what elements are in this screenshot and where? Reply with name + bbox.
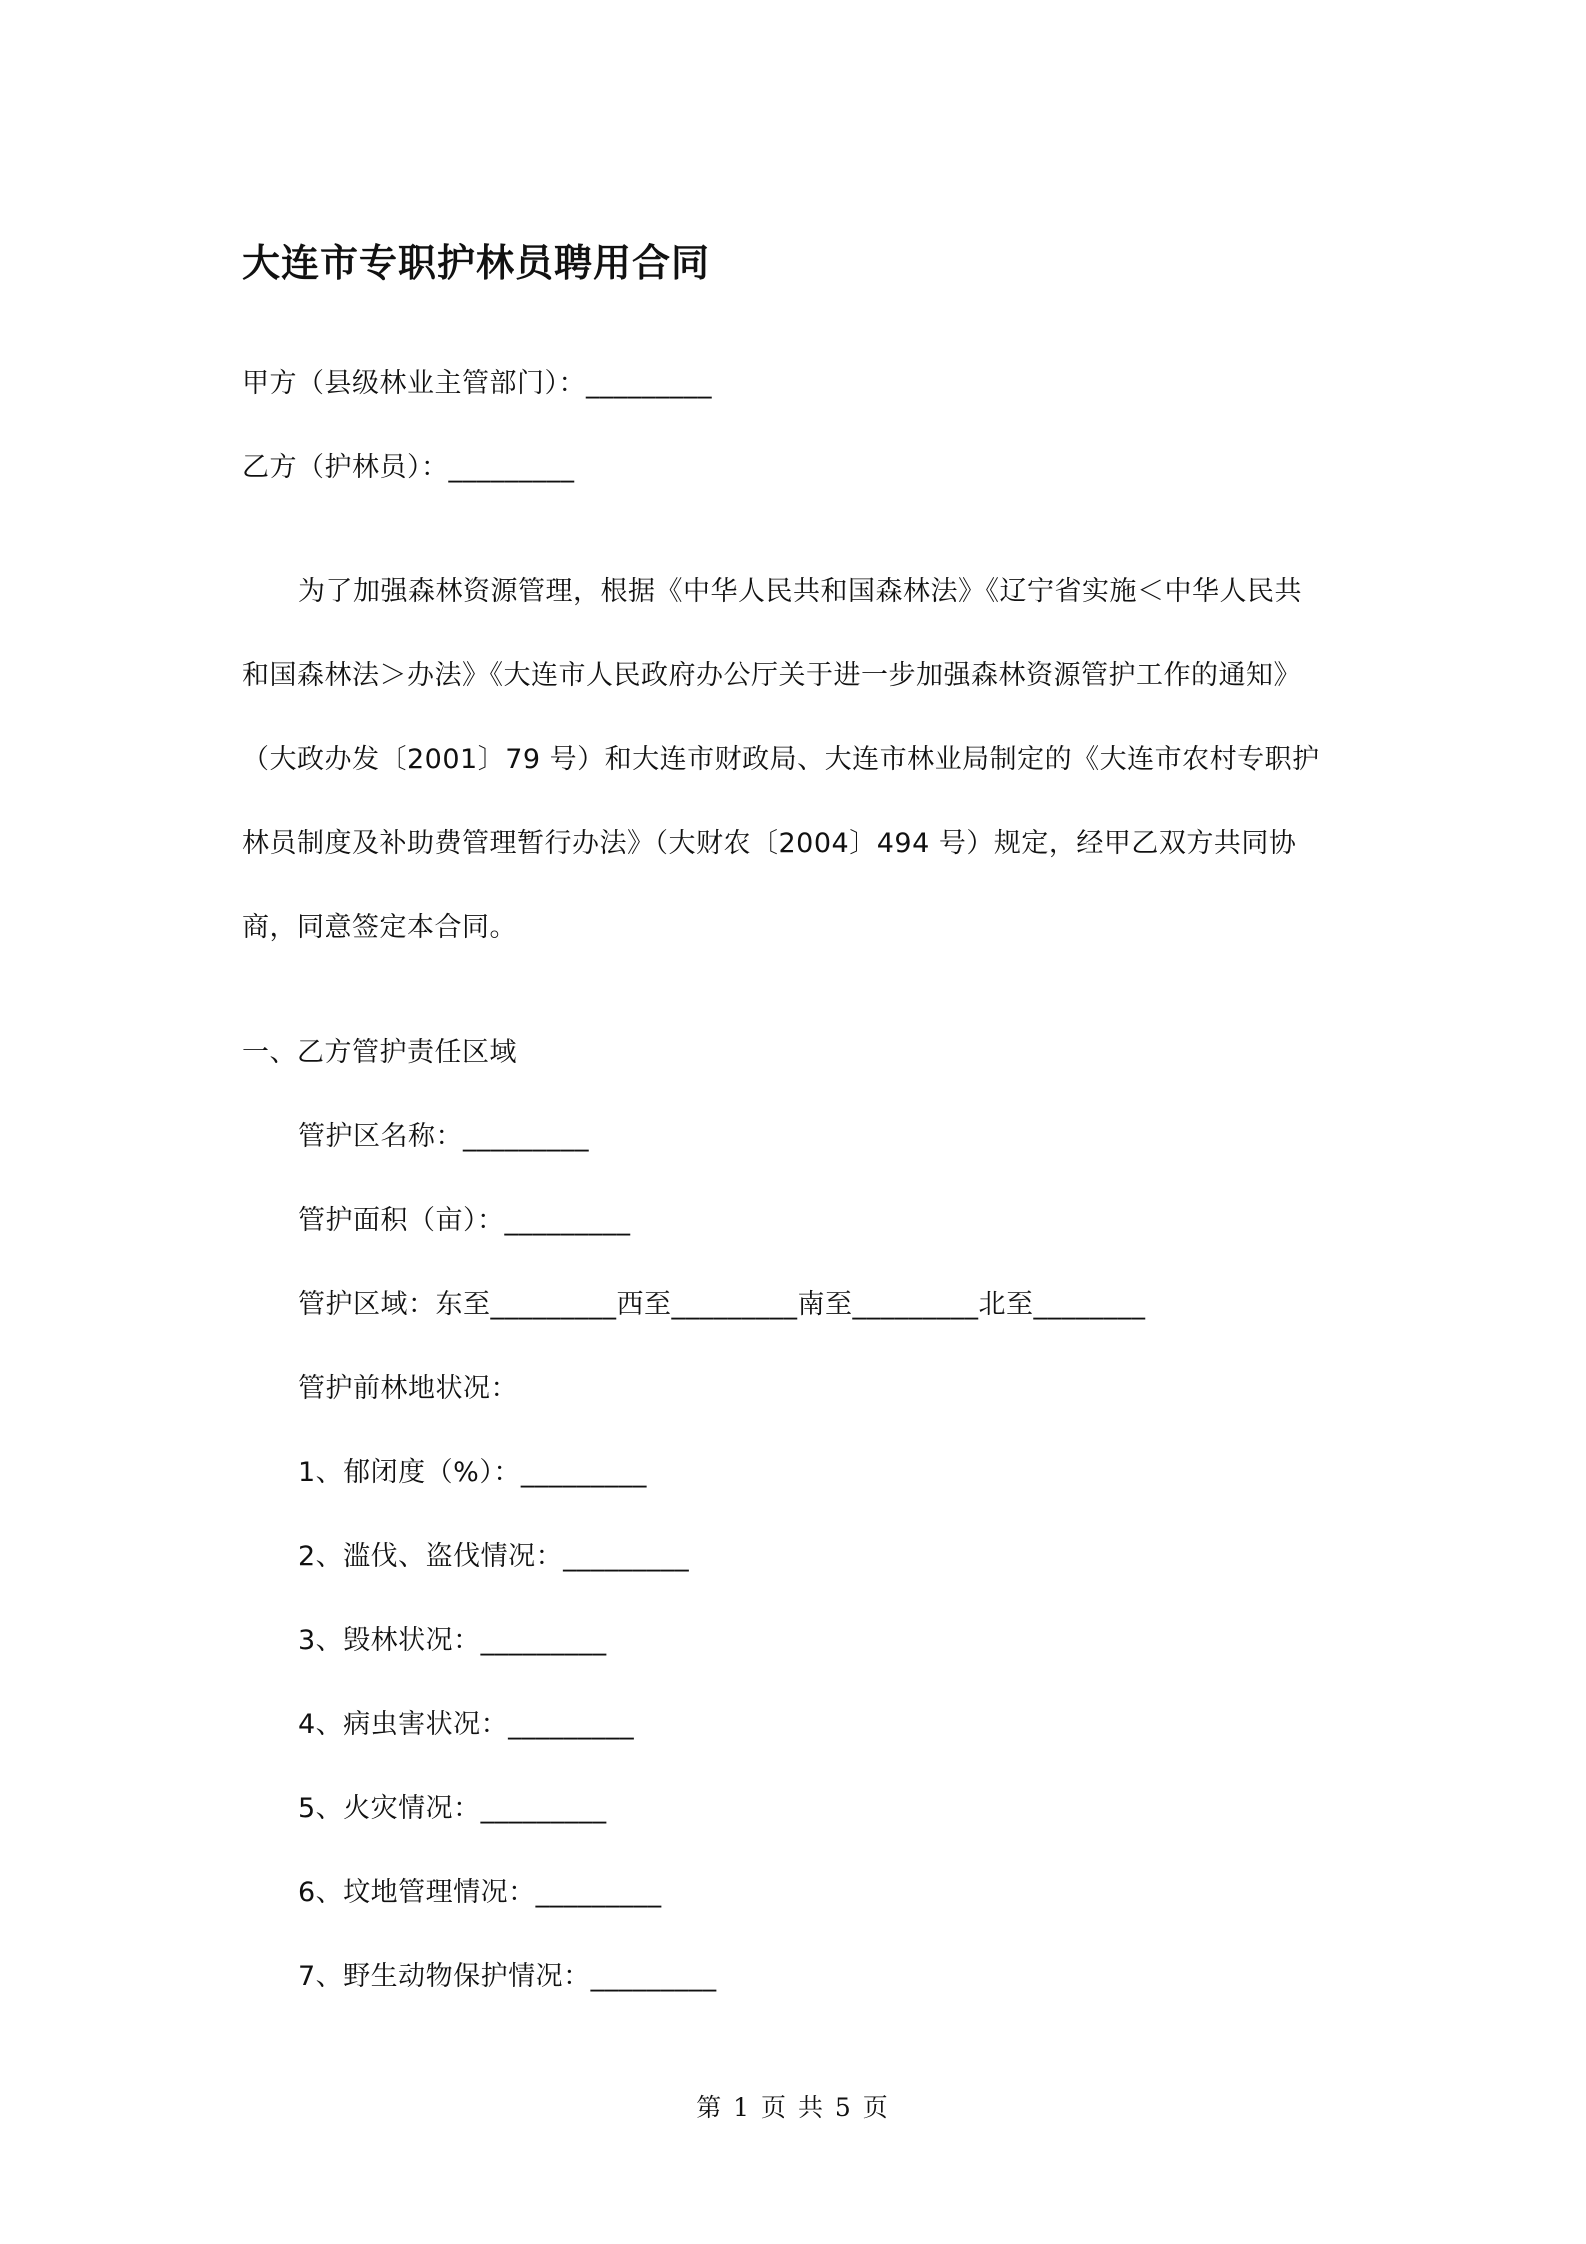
preamble-line-5: 商，同意签定本合同。 — [242, 912, 517, 943]
field-wildlife: 7、野生动物保护情况：_________ — [298, 1961, 717, 1992]
field-area-name: 管护区名称：_________ — [298, 1121, 589, 1152]
field-illegal-logging: 2、滥伐、盗伐情况：_________ — [298, 1541, 690, 1572]
preamble-line-4: 林员制度及补助费管理暂行办法》（大财农〔2004〕494 号）规定，经甲乙双方共同协 — [242, 828, 1297, 859]
field-area-size: 管护面积（亩）：_________ — [298, 1205, 631, 1236]
party-b-line: 乙方（护林员）：_________ — [242, 452, 575, 483]
field-pests: 4、病虫害状况：_________ — [298, 1709, 635, 1740]
field-fire: 5、火灾情况：_________ — [298, 1793, 607, 1824]
preamble-line-3: （大政办发〔2001〕79 号）和大连市财政局、大连市林业局制定的《大连市农村专职护 — [242, 744, 1320, 775]
field-graves: 6、坟地管理情况：_________ — [298, 1877, 662, 1908]
preamble-line-1: 为了加强森林资源管理，根据《中华人民共和国森林法》《辽宁省实施＜中华人民共 — [298, 576, 1302, 607]
section-1-heading: 一、乙方管护责任区域 — [242, 1037, 517, 1068]
preamble-line-2: 和国森林法＞办法》《大连市人民政府办公厅关于进一步加强森林资源管护工作的通知》 — [242, 660, 1301, 691]
field-forest-status-heading: 管护前林地状况： — [298, 1373, 518, 1404]
field-area-boundaries: 管护区域：东至_________西至_________南至_________北至________ — [298, 1289, 1146, 1320]
document-title: 大连市专职护林员聘用合同 — [242, 241, 711, 285]
party-a-line: 甲方（县级林业主管部门）：_________ — [242, 368, 712, 399]
field-deforestation: 3、毁林状况：_________ — [298, 1625, 607, 1656]
page-indicator: 第 1 页 共 5 页 — [696, 2093, 890, 2122]
field-canopy-density: 1、郁闭度（%）：_________ — [298, 1457, 647, 1488]
